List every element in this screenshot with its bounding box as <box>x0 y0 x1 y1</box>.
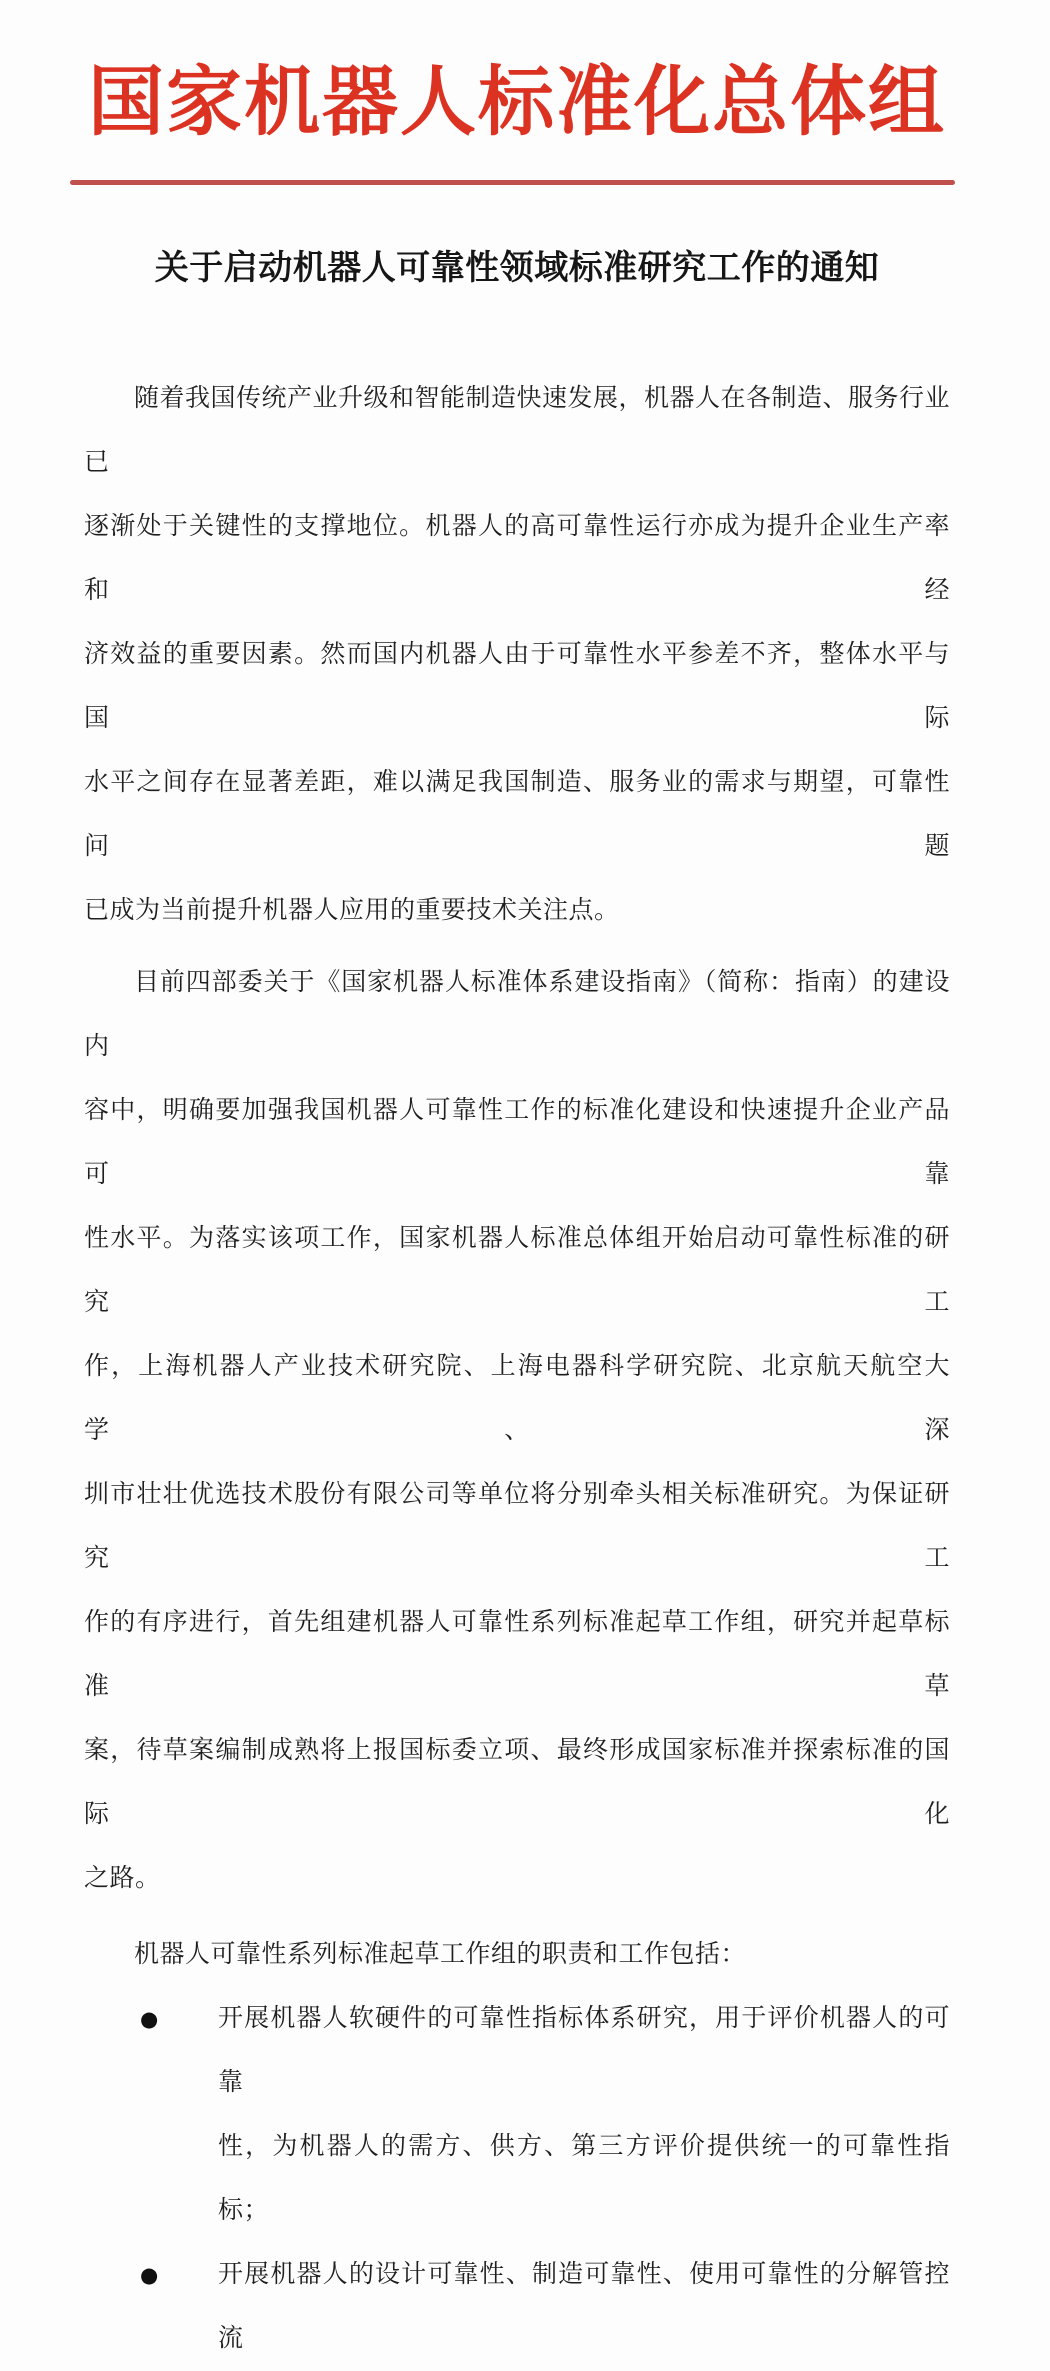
bullet-text <box>218 1987 950 2243</box>
text-line: 济效益的重要因素。然而国内机器人由于可靠性水平参差不齐，整体水平与国际 <box>84 641 950 732</box>
text-line: 逐渐处于关键性的支撑地位。机器人的高可靠性运行亦成为提升企业生产率和经 <box>84 513 950 604</box>
text-line: 性，为机器人的需方、供方、第三方评价提供统一的可靠性指标； <box>218 2133 950 2224</box>
text-line: 案，待草案编制成熟将上报国标委立项、最终形成国家标准并探索标准的国际化 <box>84 1737 950 1828</box>
document-body <box>84 367 950 2371</box>
text-line: 性水平。为落实该项工作，国家机器人标准总体组开始启动可靠性标准的研究工 <box>84 1225 950 1316</box>
letterhead-divider-line <box>70 180 955 185</box>
text-line: 作，上海机器人产业技术研究院、上海电器科学研究院、北京航天航空大学、深 <box>84 1353 950 1444</box>
letterhead-org-title: 国家机器人标准化总体组 <box>88 61 946 145</box>
text-line: 开展机器人软硬件的可靠性指标体系研究，用于评价机器人的可靠 <box>218 2005 950 2096</box>
document-title: 关于启动机器人可靠性领域标准研究工作的通知 <box>154 250 880 287</box>
text-line: 开展机器人的设计可靠性、制造可靠性、使用可靠性的分解管控流 <box>218 2261 950 2352</box>
text-line: 之路。 <box>84 1865 161 1892</box>
text-line: 目前四部委关于《国家机器人标准体系建设指南》（简称：指南）的建设内 <box>84 969 950 1060</box>
bullet-item-1 <box>84 1987 950 2243</box>
text-line: 随着我国传统产业升级和智能制造快速发展，机器人在各制造、服务行业已 <box>84 385 951 476</box>
text-line: 作的有序进行，首先组建机器人可靠性系列标准起草工作组，研究并起草标准草 <box>84 1609 950 1700</box>
bullet-list <box>84 1987 950 2371</box>
text-line: 已成为当前提升机器人应用的重要技术关注点。 <box>84 897 620 924</box>
paragraph-2 <box>84 951 950 1911</box>
paragraph-1 <box>84 367 950 943</box>
bullet-text <box>218 2243 950 2371</box>
text-line: 容中，明确要加强我国机器人可靠性工作的标准化建设和快速提升企业产品可靠 <box>84 1097 950 1188</box>
text-line: 机器人可靠性系列标准起草工作组的职责和工作包括： <box>134 1941 747 1968</box>
bullet-dot-icon: ● <box>140 2007 159 2031</box>
bullet-item-2 <box>84 2243 950 2371</box>
bullet-dot-icon: ● <box>140 2263 159 2287</box>
paragraph-3-list-intro <box>84 1923 950 1987</box>
text-line: 水平之间存在显著差距，难以满足我国制造、服务业的需求与期望，可靠性问题 <box>84 769 950 860</box>
text-line: 圳市壮壮优选技术股份有限公司等单位将分别牵头相关标准研究。为保证研究工 <box>84 1481 950 1572</box>
